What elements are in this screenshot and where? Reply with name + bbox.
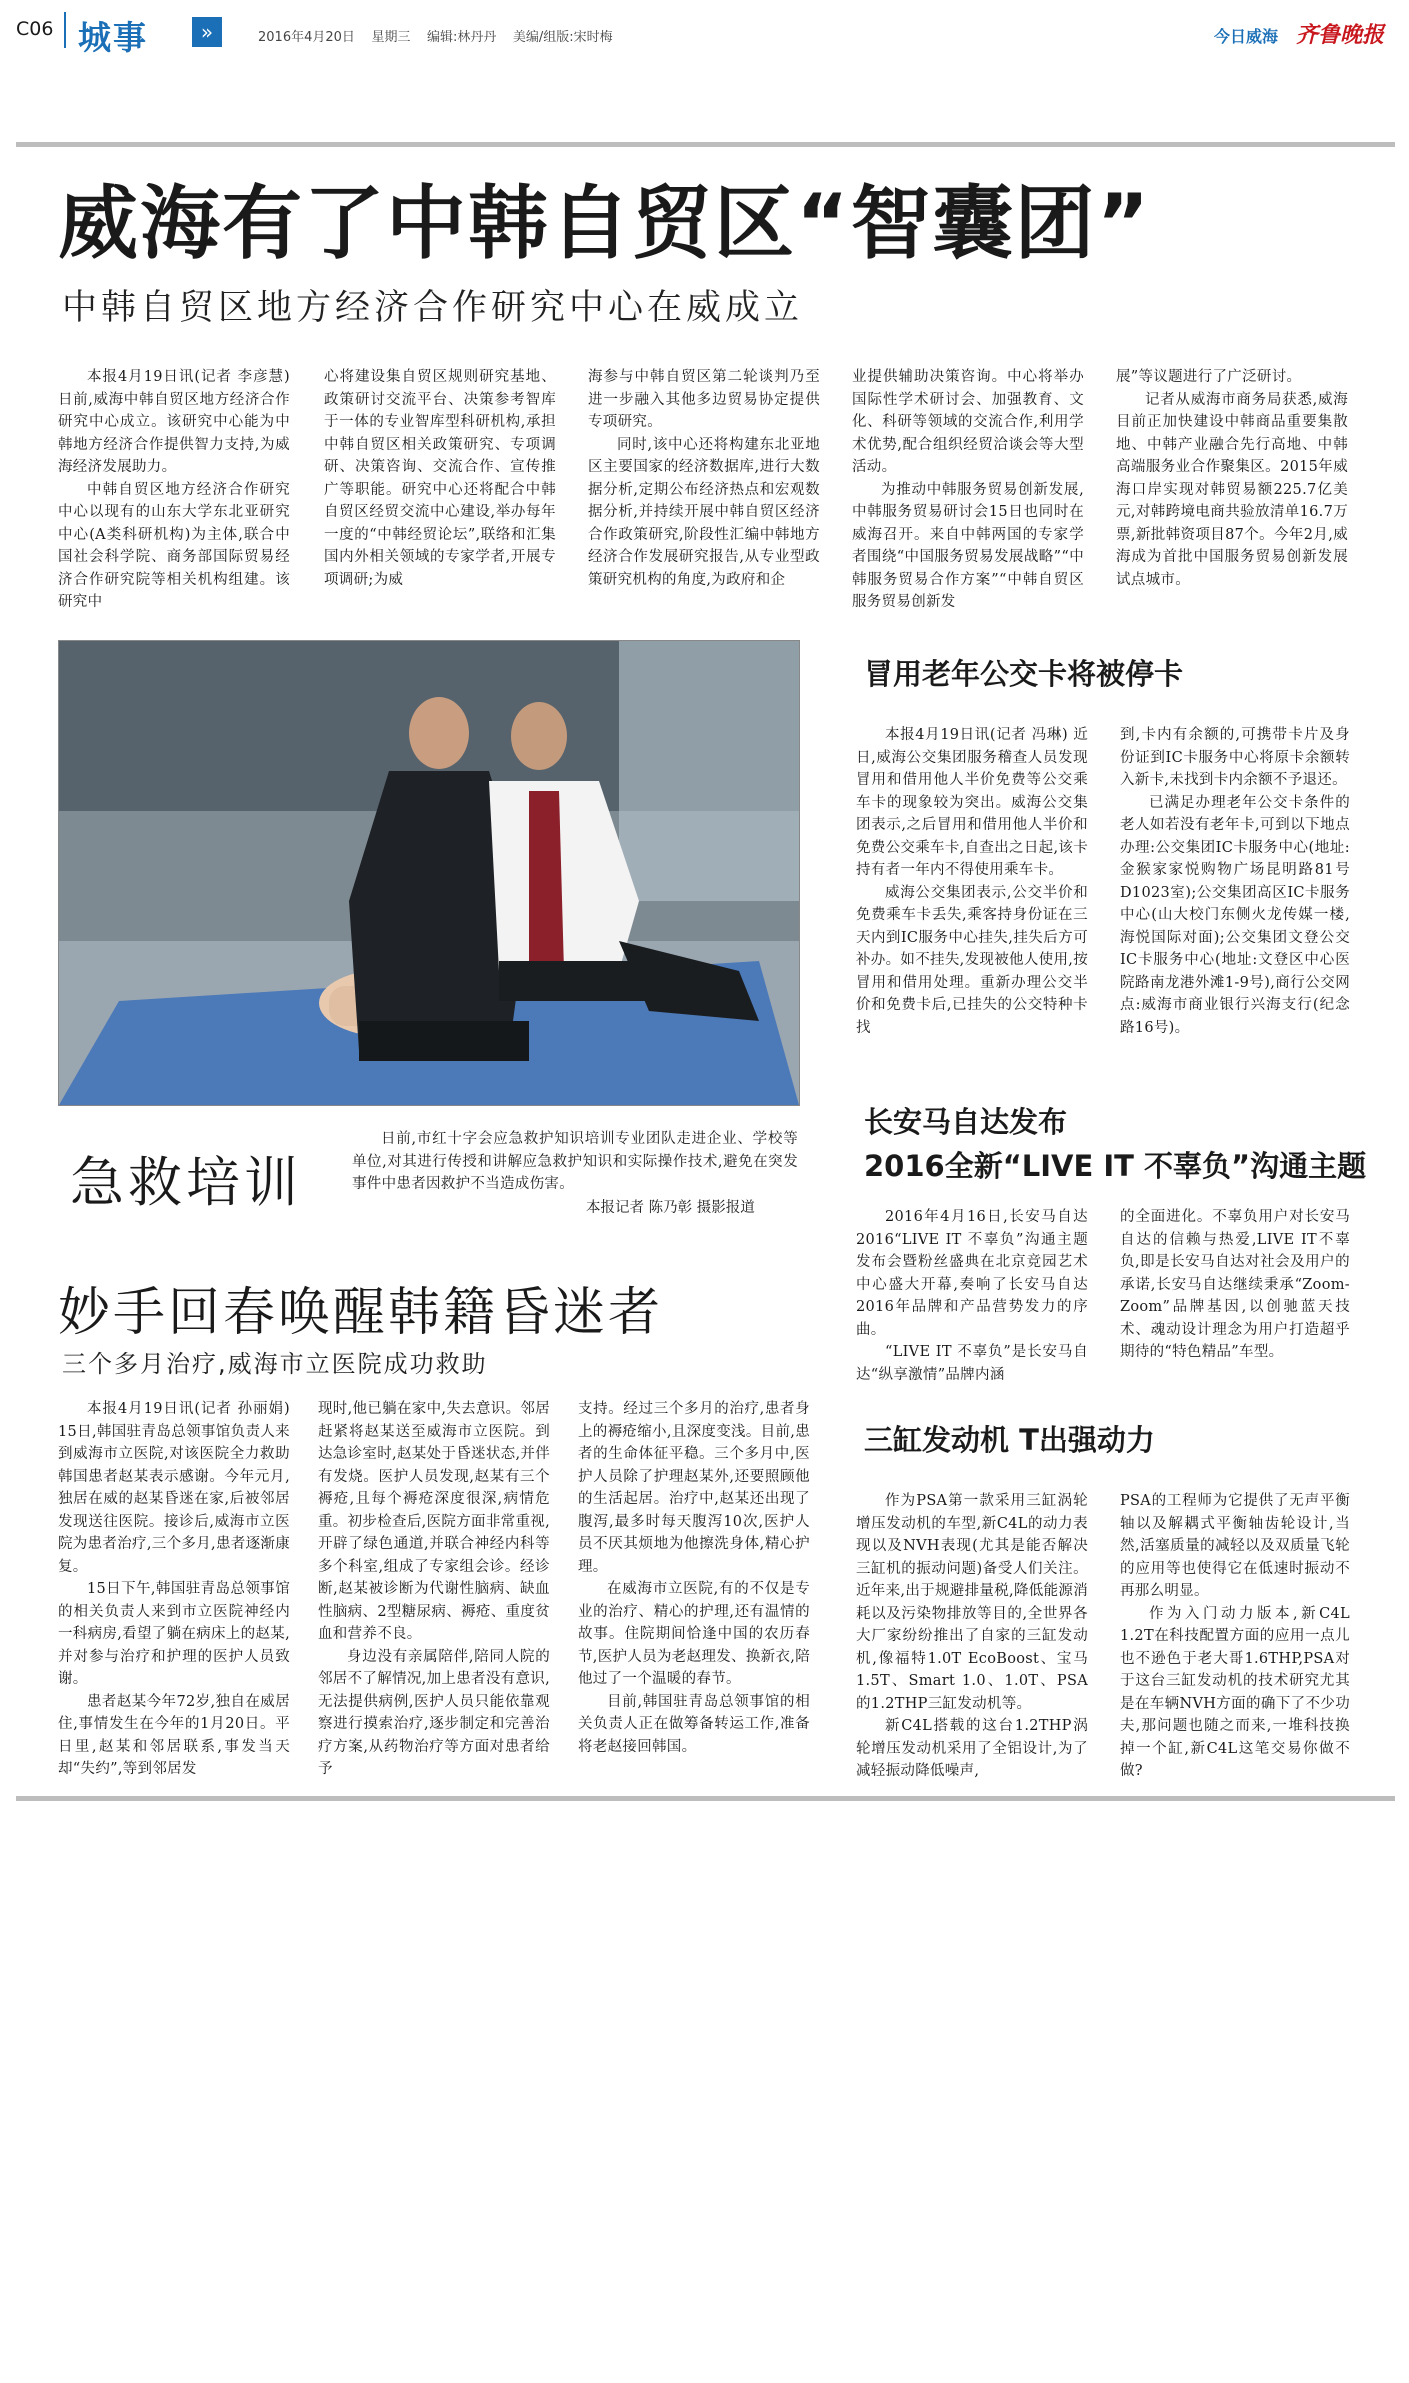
lead-column-4: 业提供辅助决策咨询。中心将举办国际性学术研讨会、加强教育、文化、科研等领域的交流合作,利用学术优势,配合组织经贸洽谈会等大型活动。 为推动中韩服务贸易创新发展,中韩服务贸易研讨会15日也同时在威海召开。来自中韩两国的专家学者围绕“中国服务贸易发展战略”“中韩服务贸易合作方案”“中韩自贸区服务贸易创新发 xyxy=(852,369,1084,610)
issue-weekday: 星期三 xyxy=(371,30,411,45)
lead-column-3: 海参与中韩自贸区第二轮谈判乃至进一步融入其他多边贸易协定提供专项研究。 同时,该中心还将构建东北亚地区主要国家的经济数据库,进行大数据分析,定期公布经济热点和宏观数据分析,并持续开展中韩自贸区经济合作政策研究,阶段性汇编中韩地方经济合作发展研究报告,从专业型政策研究机构的角度,为政府和企 xyxy=(588,369,820,588)
newspaper-logo: 齐鲁晚报 xyxy=(1296,23,1385,48)
changan-title-line2: 2016全新“LIVE IT 不辜负”沟通主题 xyxy=(864,1149,1367,1183)
footer-rule xyxy=(16,1796,1395,1801)
lead-title: 威海有了中韩自贸区“智囊团” xyxy=(58,177,1152,270)
lead-column-5: 展”等议题进行了广泛研讨。 记者从威海市商务局获悉,威海目前正加快建设中韩商品重要集散地、中韩产业融合先行高地、中韩高端服务业合作聚集区。2015年威海口岸实现对韩贸易额225.7亿美元,对韩跨境电商共验放清单16.7万票,新批韩资项目87个。今年2月,威海成为首批中国服务贸易创新发展试点城市。 xyxy=(1116,369,1348,588)
column-name: 今日威海 xyxy=(1214,27,1279,46)
korean-subtitle: 三个多月治疗,威海市立医院成功救助 xyxy=(62,1350,488,1378)
issue-info xyxy=(258,26,613,45)
korean-column-3: 支持。经过三个多月的治疗,患者身上的褥疮缩小,且深度变浅。目前,患者的生命体征平稳。三个多月中,医护人员除了护理赵某外,还要照顾他的生活起居。治疗中,赵某还出现了腹泻,最多时每天腹泻10次,医护人员不厌其烦地为他擦洗身体,精心护理。 在威海市立医院,有的不仅是专业的治疗、精心的护理,还有温情的故事。住院期间恰逢中国的农历春节,医护人员为老赵理发、换新衣,陪他过了一个温暖的春节。 目前,韩国驻青岛总领事馆的相关负责人正在做筹备转运工作,准备将老赵接回韩国。 xyxy=(578,1401,810,1755)
section-name: 城事 xyxy=(78,18,148,57)
engine-column-1: 作为PSA第一款采用三缸涡轮增压发动机的车型,新C4L的动力表现以及NVH表现(尤其是能否解决三缸机的振动问题)备受人们关注。近年来,出于规避排量税,降低能源消耗以及污染物排放等目的,全世界各大厂家纷纷推出了自家的三缸发动机,像福特1.0T EcoBoost、宝马1.5T、Smart 1.0、1.0T、PSA的1.2THP三缸发动机等。 新C4L搭载的这台1.2THP涡轮增压发动机采用了全铝设计,为了减轻振动降低噪声, xyxy=(856,1493,1088,1779)
engine-title: 三缸发动机 T出强动力 xyxy=(864,1423,1155,1457)
header-divider-left xyxy=(64,12,66,48)
photo-title: 急救培训 xyxy=(70,1151,302,1214)
first-aid-photo xyxy=(58,640,800,1106)
section-arrow-icon: » xyxy=(192,17,222,47)
changan-column-1: 2016年4月16日,长安马自达2016“LIVE IT 不辜负”沟通主题发布会暨粉丝盛典在北京竞园艺术中心盛大开幕,奏响了长安马自达2016年品牌和产品营势发力的序曲。 “LIVE IT 不辜负”是长安马自达“纵享激情”品牌内涵 xyxy=(856,1209,1088,1383)
bus-title: 冒用老年公交卡将被停卡 xyxy=(864,657,1184,691)
designer: 美编/组版:宋时梅 xyxy=(512,30,613,45)
issue-date: 2016年4月20日 xyxy=(258,30,355,45)
lead-column-1: 本报4月19日讯(记者 李彦慧) 日前,威海中韩自贸区地方经济合作研究中心成立。该研究中心能为中韩地方经济合作提供智力支持,为威海经济发展助力。 中韩自贸区地方经济合作研究中心以现有的山东大学东北亚研究中心(A类科研机构)为主体,联合中国社会科学院、商务部国际贸易经济合作研究院等相关机构组建。该研究中 xyxy=(58,369,290,610)
page-number: C06 xyxy=(16,18,54,40)
changan-column-2: 的全面进化。不辜负用户对长安马自达的信赖与热爱,LIVE IT不辜负,即是长安马自达对社会及用户的承诺,长安马自达继续秉承“Zoom-Zoom”品牌基因,以创驰蓝天技术、魂动设计理念为用户打造超乎期待的“特色精品”车型。 xyxy=(1120,1209,1350,1360)
photo-caption: 日前,市红十字会应急救护知识培训专业团队走进企业、学校等单位,对其进行传授和讲解应急救护知识和实际操作技术,避免在突发事件中患者因救护不当造成伤害。 xyxy=(352,1131,798,1192)
engine-column-2: PSA的工程师为它提供了无声平衡轴以及解耦式平衡轴齿轮设计,当然,活塞质量的减轻以及双质量飞轮的应用等也使得它在低速时振动不再那么明显。 作为入门动力版本,新C4L 1.2T在科技配置方面的应用一点儿也不逊色于老大哥1.6THP,PSA对于这台三缸发动机的技术研究尤其是在车辆NVH方面的确下了不少功夫,那问题也随之而来,一堆科技换掉一个缸,新C4L这笔交易你做不做? xyxy=(1120,1493,1350,1779)
editor: 编辑:林丹丹 xyxy=(426,30,497,45)
korean-column-2: 现时,他已躺在家中,失去意识。邻居赶紧将赵某送至威海市立医院。到达急诊室时,赵某处于昏迷状态,并伴有发烧。医护人员发现,赵某有三个褥疮,且每个褥疮深度很深,病情危重。初步检查后,医院方面非常重视,开辟了绿色通道,并联合神经内科等多个科室,组成了专家组会诊。经诊断,赵某被诊断为代谢性脑病、缺血性脑病、2型糖尿病、褥疮、重度贫血和营养不良。 身边没有亲属陪伴,陪同人院的邻居不了解情况,加上患者没有意识,无法提供病例,医护人员只能依靠观察进行摸索治疗,逐步制定和完善治疗方案,从药物治疗等方面对患者给予 xyxy=(318,1401,550,1777)
header-rule xyxy=(16,142,1395,147)
korean-title: 妙手回春唤醒韩籍昏迷者 xyxy=(58,1283,664,1343)
first-aid-photo-illustration xyxy=(59,641,799,1105)
lead-subtitle: 中韩自贸区地方经济合作研究中心在威成立 xyxy=(62,288,804,328)
photo-credit: 本报记者 陈乃彰 摄影报道 xyxy=(586,1200,755,1216)
bus-column-2: 到,卡内有余额的,可携带卡片及身份证到IC卡服务中心将原卡余额转入新卡,未找到卡内余额不予退还。 已满足办理老年公交卡条件的老人如若没有老年卡,可到以下地点办理:公交集团IC卡服务中心(地址:金猴家家悦购物广场昆明路81号D1023室);公交集团高区IC卡服务中心(山大校门东侧火龙传媒一楼,海悦国际对面);公交集团文登公交IC卡服务中心(地址:文登区中心医院路南龙港外滩1-9号),商行公交网点:威海市商业银行兴海支行(纪念路16号)。 xyxy=(1120,727,1350,1036)
korean-column-1: 本报4月19日讯(记者 孙丽娟) 15日,韩国驻青岛总领事馆负责人来到威海市立医院,对该医院全力救助韩国患者赵某表示感谢。今年元月,独居在威的赵某昏迷在家,后被邻居发现送往医院。接诊后,威海市立医院为患者治疗,三个多月,患者逐渐康复。 15日下午,韩国驻青岛总领事馆的相关负责人来到市立医院神经内一科病房,看望了躺在病床上的赵某,并对参与治疗和护理的医护人员致谢。 患者赵某今年72岁,独自在威居住,事情发生在今年的1月20日。平日里,赵某和邻居联系,事发当天却“失约”,等到邻居发 xyxy=(58,1401,290,1777)
changan-title-line1: 长安马自达发布 xyxy=(864,1105,1068,1139)
lead-column-2: 心将建设集自贸区规则研究基地、政策研讨交流平台、决策参考智库于一体的专业智库型科研机构,承担中韩自贸区相关政策研究、专项调研、决策咨询、交流合作、宣传推广等职能。研究中心还将配合中韩自贸区经贸交流中心建设,举办每年一度的“中韩经贸论坛”,联络和汇集国内外相关领域的专家学者,开展专项调研;为威 xyxy=(324,369,556,588)
bus-column-1: 本报4月19日讯(记者 冯琳) 近日,威海公交集团服务稽查人员发现冒用和借用他人半价免费等公交乘车卡的现象较为突出。威海公交集团表示,之后冒用和借用他人半价和免费公交乘车卡,自查出之日起,该卡持有者一年内不得使用乘车卡。 威海公交集团表示,公交半价和免费乘车卡丢失,乘客持身份证在三天内到IC服务中心挂失,挂失后方可补办。如不挂失,发现被他人使用,按冒用和借用处理。重新办理公交半价和免费卡后,已挂失的公交特种卡找 xyxy=(856,727,1088,1036)
